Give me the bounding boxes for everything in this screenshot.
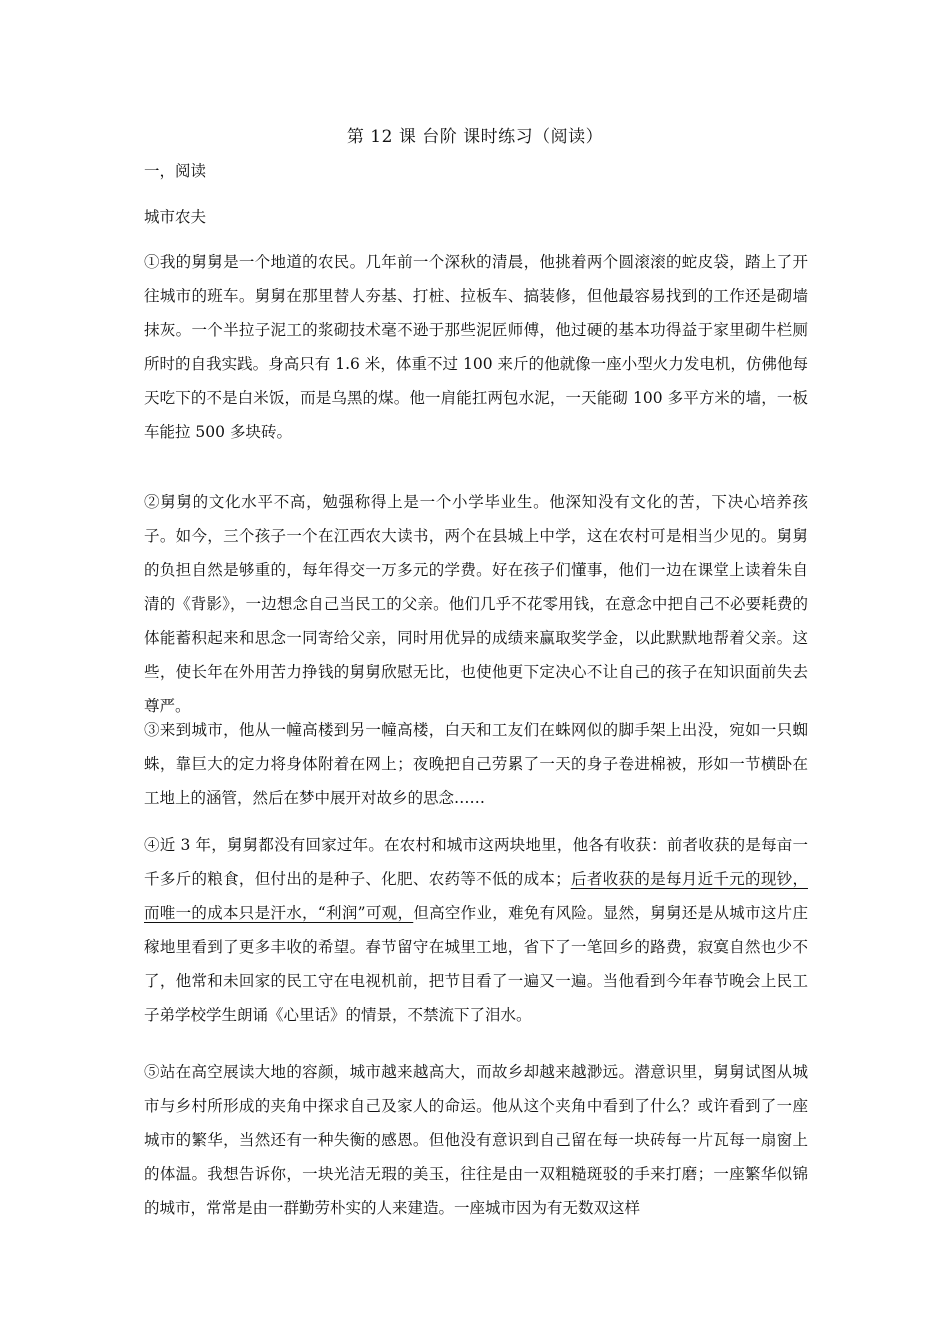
- paragraph-4-text-after: 但高空作业，难免有风险。显然，舅舅还是从城市这片庄稼地里看到了更多丰收的希望。春节留守在城里工地，省下了一笔回乡的路费，寂寞自然也少不了，他常和未回家的民工守在电视机前，把节目看了一遍又一遍。当他看到今年春节晚会上民工子弟学校学生朗诵《心里话》的情景，不禁流下了泪水。: [144, 904, 808, 1024]
- paragraph-4-underlined-sentence: 后者收获的是每月近千元的现钞，而唯一的成本只是汗水，“利润”可观，: [144, 870, 808, 922]
- article-title: 城市农夫: [144, 208, 207, 226]
- paragraph-4-text-before: ④近 3 年，舅舅都没有回家过年。在农村和城市这两块地里，他各有收获：前者收获的是每亩一千多斤的粮食，但付出的是种子、化肥、农药等不低的成本；: [144, 836, 808, 888]
- paragraph-1: ①我的舅舅是一个地道的农民。几年前一个深秋的清晨，他挑着两个圆滚滚的蛇皮袋，踏上了开往城市的班车。舅舅在那里替人夯基、打桩、拉板车、搞装修，但他最容易找到的工作还是砌墙抹灰。一个半拉子泥工的浆砌技术毫不逊于那些泥匠师傅，他过硬的基本功得益于家里砌牛栏厕所时的自我实践。身高只有 1.6 米，体重不过 100 来斤的他就像一座小型火力发电机，仿佛他每天吃下的不是白米饭，而是乌黑的煤。他一肩能扛两包水泥，一天能砌 100 多平方米的墙，一板车能拉 500 多块砖。: [144, 253, 808, 441]
- section-heading: 一，阅读: [144, 162, 207, 180]
- paragraph-5: ⑤站在高空展读大地的容颜，城市越来越高大，而故乡却越来越渺远。潜意识里，舅舅试图从城市与乡村所形成的夹角中探求自己及家人的命运。他从这个夹角中看到了什么？或许看到了一座城市的繁华，当然还有一种失衡的感恩。但他没有意识到自己留在每一块砖每一片瓦每一扇窗上的体温。我想告诉你，一块光洁无瑕的美玉，往往是由一双粗糙斑驳的手来打磨；一座繁华似锦的城市，常常是由一群勤劳朴实的人来建造。一座城市因为有无数双这样: [144, 1063, 808, 1217]
- paragraph-4: [144, 828, 808, 1032]
- paragraph-3: ③来到城市，他从一幢高楼到另一幢高楼，白天和工友们在蛛网似的脚手架上出没，宛如一只蜘蛛，靠巨大的定力将身体附着在网上；夜晚把自己劳累了一天的身子卷进棉被，形如一节横卧在工地上的涵管，然后在梦中展开对故乡的思念……: [144, 721, 808, 807]
- paragraph-2: ②舅舅的文化水平不高，勉强称得上是一个小学毕业生。他深知没有文化的苦，下决心培养孩子。如今，三个孩子一个在江西农大读书，两个在县城上中学，这在农村可是相当少见的。舅舅的负担自然是够重的，每年得交一万多元的学费。好在孩子们懂事，他们一边在课堂上读着朱自清的《背影》，一边想念自己当民工的父亲。他们几乎不花零用钱，在意念中把自己不必要耗费的体能蓄积起来和思念一同寄给父亲，同时用优异的成绩来赢取奖学金，以此默默地帮着父亲。这些，使长年在外用苦力挣钱的舅舅欣慰无比，也使他更下定决心不让自己的孩子在知识面前失去尊严。: [144, 493, 808, 715]
- page-title: 第 12 课 台阶 课时练习（阅读）: [346, 127, 604, 147]
